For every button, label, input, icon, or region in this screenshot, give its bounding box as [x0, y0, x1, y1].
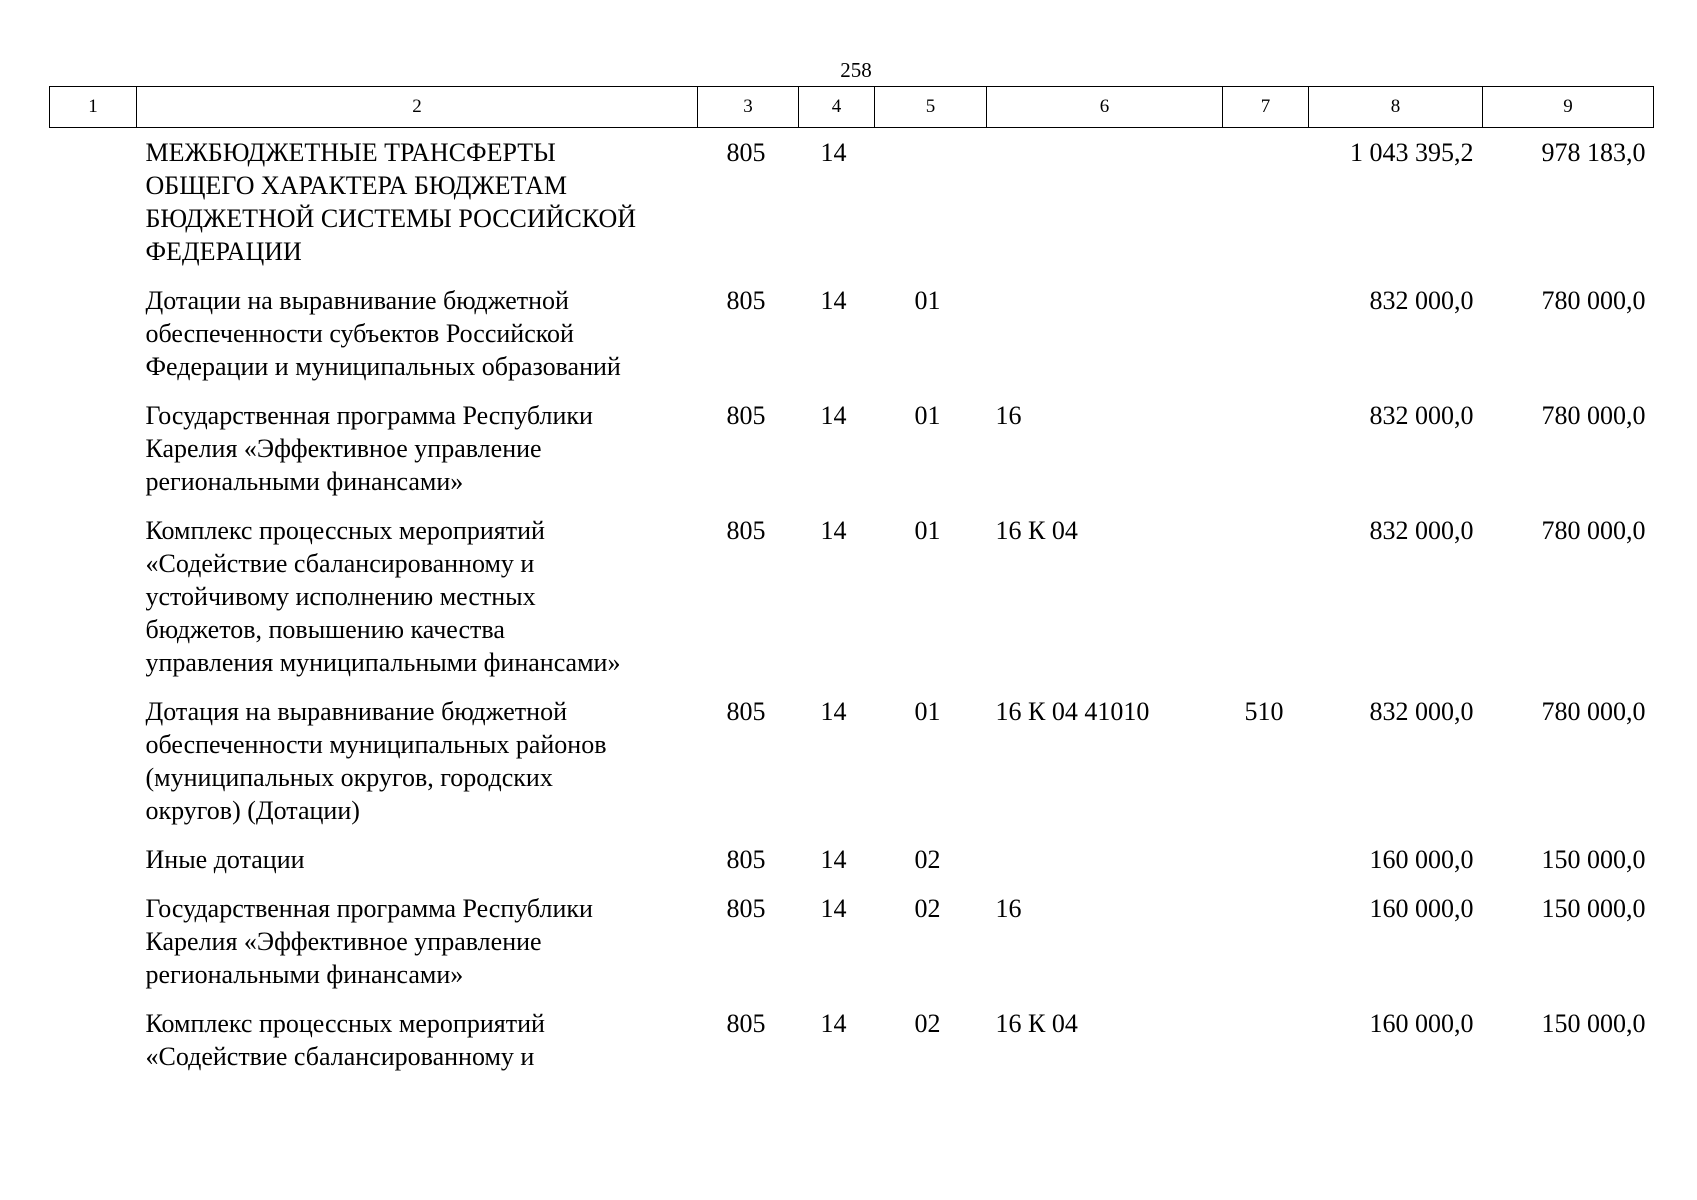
cell-name-line: бюджетов, повышению качества [145, 615, 505, 644]
cell-c6: 16 К 04 [995, 516, 1078, 545]
cell-c8: 832 000,0 [1369, 286, 1474, 315]
cell-name-line: ОБЩЕГО ХАРАКТЕРА БЮДЖЕТАМ [145, 171, 568, 200]
cell-c7 [1223, 514, 1309, 695]
cell-c7: 510 [1244, 697, 1284, 726]
cell-name-line: «Содействие сбалансированному и [145, 1042, 535, 1071]
table-row [50, 514, 1654, 695]
cell-c4: 14 [820, 1009, 847, 1038]
cell-name-line: региональными финансами» [145, 960, 464, 989]
cell-c4: 14 [820, 894, 847, 923]
cell-col1 [50, 284, 137, 399]
cell-c3: 805 [726, 894, 766, 923]
table-row [50, 128, 1654, 285]
cell-name-line: (муниципальных округов, городских [145, 763, 553, 792]
cell-c9: 780 000,0 [1541, 516, 1646, 545]
cell-c5: 01 [914, 286, 941, 315]
cell-col1 [50, 843, 137, 892]
column-header-4: 4 [799, 87, 875, 128]
table-row [50, 1007, 1654, 1089]
page-number: 258 [840, 58, 872, 82]
cell-c5: 01 [914, 516, 941, 545]
cell-name-line: Государственная программа Республики [145, 894, 593, 923]
table-row [50, 284, 1654, 399]
cell-name-line: Государственная программа Республики [145, 401, 593, 430]
cell-c6: 16 К 04 41010 [995, 697, 1150, 726]
column-header-7: 7 [1223, 87, 1309, 128]
column-header-9: 9 [1483, 87, 1654, 128]
cell-name-line: Карелия «Эффективное управление [145, 927, 542, 956]
cell-c4: 14 [820, 697, 847, 726]
cell-name-line: округов) (Дотации) [145, 796, 360, 825]
cell-col1 [50, 128, 137, 285]
budget-table [49, 86, 1654, 1089]
cell-name [137, 128, 698, 285]
column-header-6: 6 [987, 87, 1223, 128]
cell-name [137, 892, 698, 1007]
cell-c3: 805 [726, 286, 766, 315]
cell-c9: 780 000,0 [1541, 401, 1646, 430]
cell-c6: 16 [995, 894, 1022, 923]
cell-c5: 02 [914, 845, 941, 874]
cell-name-line: Карелия «Эффективное управление [145, 434, 542, 463]
cell-c3: 805 [726, 1009, 766, 1038]
table-row [50, 892, 1654, 1007]
cell-c7 [1223, 284, 1309, 399]
cell-c8: 1 043 395,2 [1350, 138, 1474, 167]
table-header-row [50, 87, 1654, 128]
cell-c8: 832 000,0 [1369, 401, 1474, 430]
cell-name [137, 284, 698, 399]
cell-c5: 01 [914, 697, 941, 726]
cell-name-line: Комплекс процессных мероприятий [145, 1009, 545, 1038]
cell-name [137, 695, 698, 843]
cell-c7 [1223, 128, 1309, 285]
cell-name-line: Федерации и муниципальных образований [145, 352, 621, 381]
cell-name-line: «Содействие сбалансированному и [145, 549, 535, 578]
cell-c4: 14 [820, 516, 847, 545]
cell-c8: 160 000,0 [1369, 1009, 1474, 1038]
cell-c6 [987, 284, 1223, 399]
cell-c9: 780 000,0 [1541, 697, 1646, 726]
cell-c5: 01 [914, 401, 941, 430]
cell-col1 [50, 514, 137, 695]
cell-name-line: Дотации на выравнивание бюджетной [145, 286, 569, 315]
column-header-1: 1 [50, 87, 137, 128]
column-header-8: 8 [1309, 87, 1483, 128]
cell-c3: 805 [726, 401, 766, 430]
cell-col1 [50, 695, 137, 843]
cell-c9: 780 000,0 [1541, 286, 1646, 315]
table-row [50, 695, 1654, 843]
cell-c4: 14 [820, 138, 847, 167]
cell-c3: 805 [726, 697, 766, 726]
cell-name-line: БЮДЖЕТНОЙ СИСТЕМЫ РОССИЙСКОЙ [145, 204, 637, 233]
cell-c8: 832 000,0 [1369, 516, 1474, 545]
cell-c6: 16 К 04 [995, 1009, 1078, 1038]
column-header-5: 5 [875, 87, 987, 128]
table-row [50, 843, 1654, 892]
cell-c3: 805 [726, 516, 766, 545]
cell-c5: 02 [914, 894, 941, 923]
cell-name [137, 1007, 698, 1089]
cell-c8: 160 000,0 [1369, 845, 1474, 874]
cell-c8: 832 000,0 [1369, 697, 1474, 726]
cell-name-line: ФЕДЕРАЦИИ [145, 237, 302, 266]
cell-name-line: Комплекс процессных мероприятий [145, 516, 545, 545]
cell-name [137, 843, 698, 892]
cell-c6 [987, 128, 1223, 285]
cell-name [137, 514, 698, 695]
cell-c3: 805 [726, 845, 766, 874]
cell-col1 [50, 892, 137, 1007]
cell-c7 [1223, 399, 1309, 514]
cell-name-line: обеспеченности субъектов Российской [145, 319, 574, 348]
cell-name-line: МЕЖБЮДЖЕТНЫЕ ТРАНСФЕРТЫ [145, 138, 556, 167]
cell-c9: 150 000,0 [1541, 1009, 1646, 1038]
table-row [50, 399, 1654, 514]
cell-c5: 02 [914, 1009, 941, 1038]
column-header-3: 3 [698, 87, 799, 128]
cell-c6 [987, 843, 1223, 892]
cell-c8: 160 000,0 [1369, 894, 1474, 923]
cell-c3: 805 [726, 138, 766, 167]
cell-name-line: управления муниципальными финансами» [145, 648, 621, 677]
cell-col1 [50, 1007, 137, 1089]
cell-c7 [1223, 1007, 1309, 1089]
cell-name-line: Иные дотации [145, 845, 305, 874]
cell-name-line: обеспеченности муниципальных районов [145, 730, 607, 759]
cell-c7 [1223, 843, 1309, 892]
cell-c6: 16 [995, 401, 1022, 430]
cell-c9: 150 000,0 [1541, 845, 1646, 874]
cell-c4: 14 [820, 286, 847, 315]
cell-name [137, 399, 698, 514]
cell-c9: 978 183,0 [1541, 138, 1646, 167]
cell-name-line: Дотация на выравнивание бюджетной [145, 697, 567, 726]
cell-name-line: устойчивому исполнению местных [145, 582, 536, 611]
cell-col1 [50, 399, 137, 514]
cell-c4: 14 [820, 401, 847, 430]
cell-c7 [1223, 892, 1309, 1007]
column-header-2: 2 [137, 87, 698, 128]
cell-name-line: региональными финансами» [145, 467, 464, 496]
cell-c4: 14 [820, 845, 847, 874]
cell-c9: 150 000,0 [1541, 894, 1646, 923]
cell-c5 [875, 128, 987, 285]
